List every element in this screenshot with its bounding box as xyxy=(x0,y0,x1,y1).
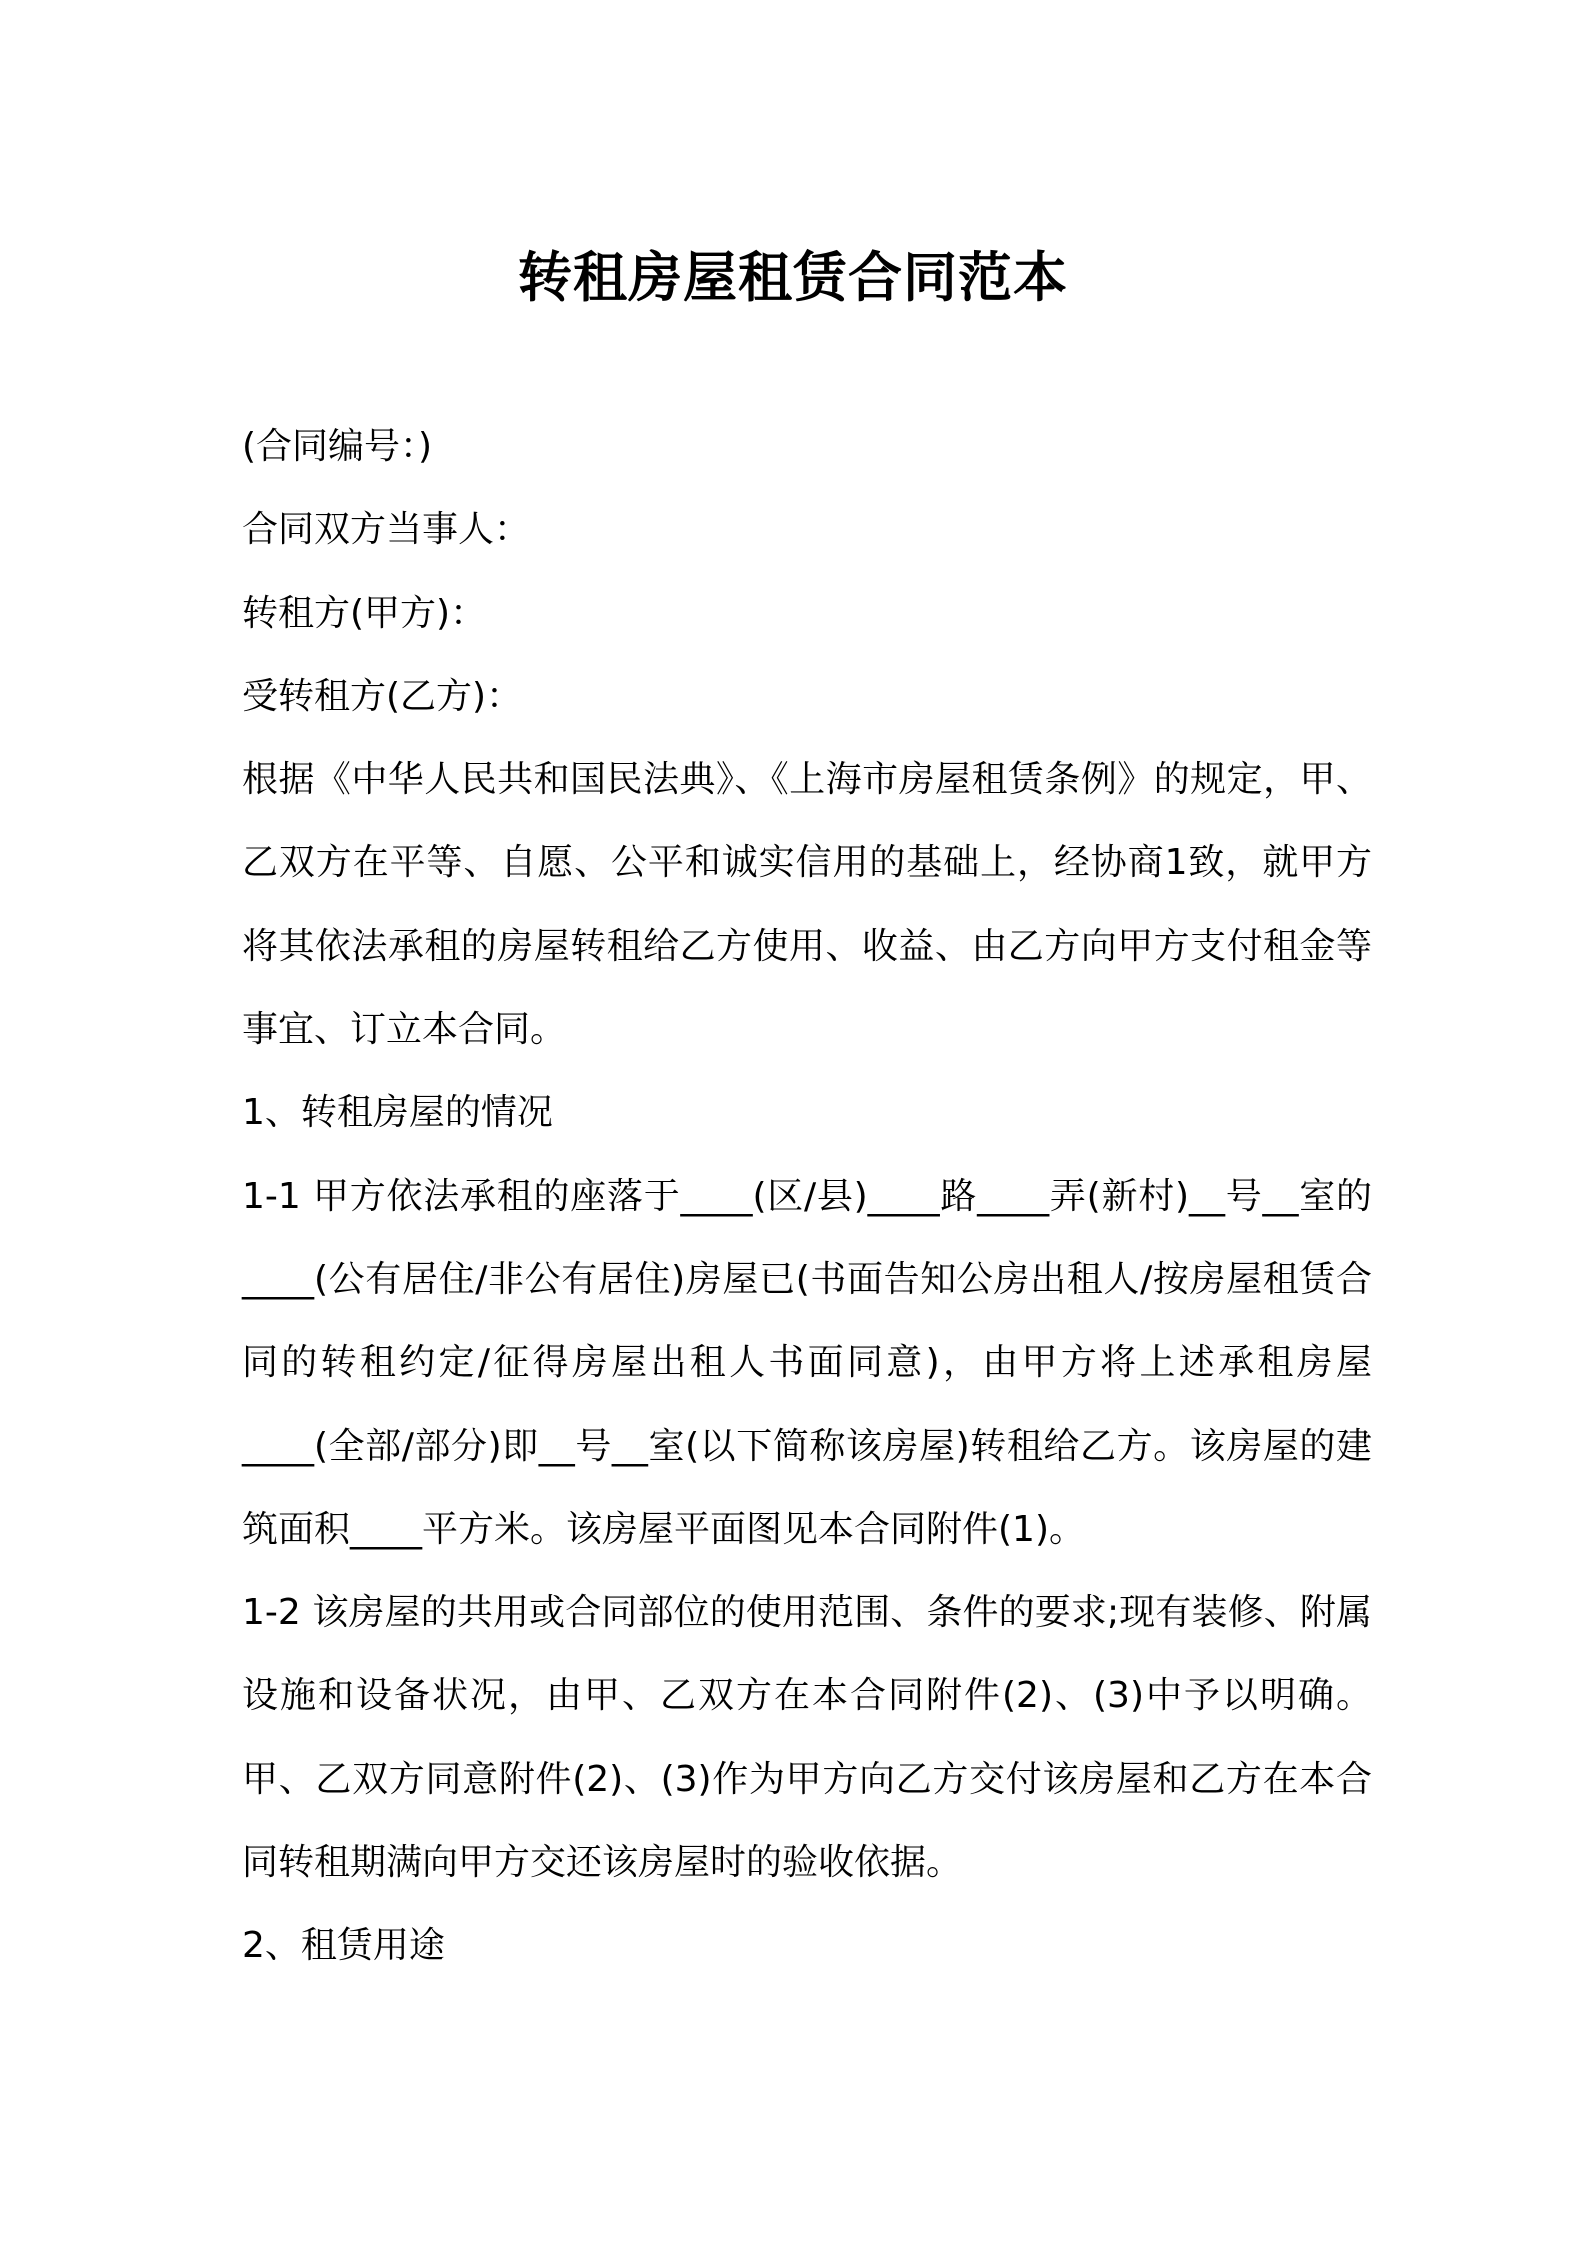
clause-1-1-paragraph: 1-1 甲方依法承租的座落于____(区/县)____路____弄(新村)__号__室的____(公有居住/非公有居住)房屋已(书面告知公房出租人/按房屋租赁合同的转租约定/征得房屋出租人书面同意)，由甲方将上述承租房屋____(全部/部分)即__号__室(以下简称该房屋)转租给乙方。该房屋的建筑面积____平方米。该房屋平面图见本合同附件(1)。 xyxy=(242,1175,1372,1550)
preamble-paragraph: 根据《中华人民共和国民法典》、《上海市房屋租赁条例》的规定，甲、乙双方在平等、自愿、公平和诚实信用的基础上，经协商1致，就甲方将其依法承租的房屋转租给乙方使用、收益、由乙方向甲方支付租金等事宜、订立本合同。 xyxy=(242,759,1372,1051)
party-b-line: 受转租方(乙方)： xyxy=(242,675,523,717)
parties-heading: 合同双方当事人： xyxy=(242,509,531,551)
document-body xyxy=(242,405,1372,1988)
section-1-heading: 1、转租房屋的情况 xyxy=(242,1092,553,1134)
section-2-heading: 2、租赁用途 xyxy=(242,1925,445,1967)
clause-1-2-paragraph: 1-2 该房屋的共用或合同部位的使用范围、条件的要求;现有装修、附属设施和设备状况，由甲、乙双方在本合同附件(2)、(3)中予以明确。甲、乙双方同意附件(2)、(3)作为甲方向乙方交付该房屋和乙方在本合同转租期满向甲方交还该房屋时的验收依据。 xyxy=(242,1592,1372,1884)
document-title: 转租房屋租赁合同范本 xyxy=(518,246,1068,310)
party-a-line: 转租方(甲方)： xyxy=(242,592,487,634)
contract-number-line: (合同编号：) xyxy=(242,426,433,467)
